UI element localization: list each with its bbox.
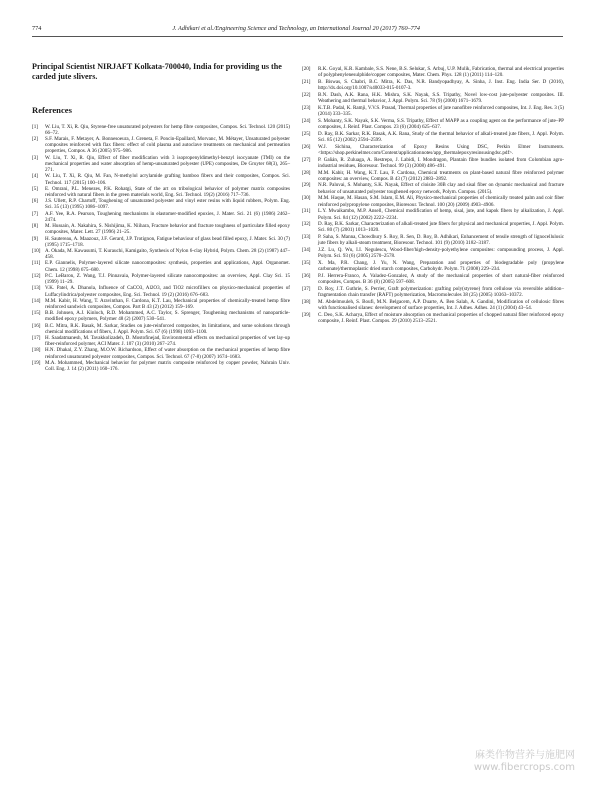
reference-number: [36] xyxy=(302,273,311,279)
reference-number: [9] xyxy=(32,235,38,242)
reference-item xyxy=(32,335,290,347)
reference-item xyxy=(302,131,564,143)
reference-text: C. Deo, S.K. Acharya, Effect of moisture absorption on mechanical properties of chopped natural fiber reinforced epoxy composite, J. Reinf. Plast. Compos. 29 (2010) 2513–2521. xyxy=(318,311,564,325)
reference-text: N.R. Paluvai, S. Mohanty, S.K. Nayak, Effect of cloisite 30B clay and sisal fiber on dynamic mechanical and fracture behavior of unsaturated polyester toughened epoxy network, Polym. Compos. (2015). xyxy=(318,182,564,195)
reference-item xyxy=(32,285,290,297)
reference-text: M. Abdelmouleh, S. Boufi, M.N. Belgacem, A.P. Duarte, A. Ben Salah, A. Gandini, Modification of cellulosic fibres with functionalised silanes: development of surface properties, Int. J. Adhes. Adhes. 24 (1) (2004) 43–54. xyxy=(318,298,564,312)
reference-item xyxy=(302,144,564,156)
reference-text: W. Liu, T. Xi, R. Qiu, M. Fan, N-methylol acrylamide grafting bamboo fibers and their composites, Compos. Sci. Technol. 117 (2015) 100–106. xyxy=(45,173,290,186)
reference-item xyxy=(302,170,564,182)
reference-item xyxy=(32,173,290,185)
running-header xyxy=(32,22,563,34)
reference-number: [8] xyxy=(32,223,38,230)
reference-number: [18] xyxy=(32,347,41,354)
reference-text: H. Sautereau, A. Maazouz, J.F. Gerard, J.P. Trotignon, Fatigue behaviour of glass bead filled epoxy, J. Mater. Sci. 30 (7) (1995) 1715–1718. xyxy=(45,235,290,248)
reference-number: [16] xyxy=(32,322,41,329)
reference-item xyxy=(302,208,564,220)
reference-number: [34] xyxy=(302,247,311,254)
reference-item xyxy=(302,247,564,259)
reference-item xyxy=(32,186,290,198)
reference-text: J.Z. Lu, Q. Wu, I.I. Negulescu, Wood-fiber/high-density-polyethylene composites: compounding process, J. Appl. Polym. Sci. 93 (6) (2005) 2570–2578. xyxy=(318,247,564,260)
reference-text: W. Liu, T. Xi, R. Qiu, Styrene-free unsaturated polyesters for hemp fibre composites, Compos. Sci. Technol. 120 (2015) 66–72. xyxy=(45,123,290,136)
reference-item xyxy=(302,286,564,298)
reference-number: [3] xyxy=(32,154,38,161)
reference-number: [17] xyxy=(32,335,41,342)
reference-text: X. Ma, P.R. Chang, J. Yu, N. Wang, Preparation and properties of biodegradable poly (propylene carbonate)/thermoplastic dried starch composites, Carbohydr. Polym. 71 (2008) 229–234. xyxy=(318,260,564,273)
reference-text: D. Ray, B.K. Sarkar, Characterization of alkali-treated jute fibers for physical and mechanical properties, J. Appl. Polym. Sci. 80 (7) (2001) 1013–1020. xyxy=(318,221,564,234)
reference-number: [11] xyxy=(32,260,41,267)
watermark-line-cn: 麻类作物营养与施肥网 xyxy=(475,750,575,761)
reference-text: S.F. Marais, F. Metayer, A. Bonnesoeura, J. Greneta, F. Poncin-Epaillard, Morvanc, M. Métayer, Unsaturated polyester composites reinforced with flax fibers: effect of cold plasma and autoclave treatments on mechanical and permeation properties, Compos. A 36 (2005) 975–986. xyxy=(45,136,290,155)
reference-number: [14] xyxy=(32,297,41,304)
reference-number: [2] xyxy=(32,136,38,143)
reference-item xyxy=(32,198,290,210)
reference-item xyxy=(32,310,290,322)
acknowledgment-text: Principal Scientist NIRJAFT Kolkata-700040, India for providing us the carded jute slivers. xyxy=(32,62,282,82)
reference-text: M. Hussain, A. Nakahira, S. Nishijima, K. Niihara, Fracture behavior and fracture toughness of particulate filled epoxy composites, Mater. Lett. 27 (1996) 21–25. xyxy=(45,223,290,236)
reference-item xyxy=(302,234,564,246)
reference-item xyxy=(32,155,290,174)
reference-number: [35] xyxy=(302,260,311,267)
reference-item xyxy=(32,260,290,272)
watermark-line-url: www.fibercrops.com xyxy=(473,762,575,773)
reference-number: [13] xyxy=(32,285,41,292)
reference-item xyxy=(32,323,290,335)
page-number: 774 xyxy=(32,24,42,32)
reference-text: E. Omrani, P.L. Menezes, P.K. Rohatgi, State of the art on tribological behavior of polymer matrix composites reinforced with natural fibers in the green materials world, Eng. Sci. Technol. 19(2) (2016) 717–736. xyxy=(45,185,290,198)
reference-item xyxy=(302,92,564,104)
reference-number: [7] xyxy=(32,210,38,217)
reference-text: A. Okada, M. Kawasumi, T. Kurauchi, Kamigaito, Synthesis of Nylon 6-clay Hybrid, Polym. Chem. 28 (2) (1987) 447–458. xyxy=(45,247,290,261)
reference-number: [37] xyxy=(302,285,311,292)
reference-item xyxy=(32,124,290,136)
reference-item xyxy=(302,118,564,130)
reference-text: H. Saadatmanesh, M. Tavakkolizadeh, D. Mostofinejad, Environmental effects on mechanical properties of wet lay-up fiber-reinforced polymer, ACI Mater. J. 107 (3) (2010) 267–274. xyxy=(45,335,290,348)
reference-number: [39] xyxy=(302,311,311,318)
reference-item xyxy=(302,157,564,169)
reference-text: A.F. Yee, R.A. Pearson, Toughening mechanisms in elastomer-modified epoxies, J. Mater. Sci. 21 (6) (1986) 2462–2474. xyxy=(45,210,290,223)
reference-text: S. Mohanty, S.K. Nayak, S.K. Verma, S.S. Tripathy, Effect of MAPP as a coupling agent on the performance of jute–PP composites, J. Reinf. Plast. Compos. 23 (6) (2004) 625–637. xyxy=(318,117,564,130)
reference-number: [21] xyxy=(302,78,311,85)
reference-text: M.A. Mohammed, Mechanical behavior for polymer matrix composite reinforced by copper powder, Nahrain Univ. Coll. Eng. J. 14 (2) (2011) 160–176. xyxy=(45,359,290,373)
reference-text: B.B. Johnsen, A.J. Kinloch, R.D. Mohammed, A.C. Taylor, S. Sprenger, Toughening mechanisms of nanoparticle-modified epoxy polymers, Polymer 48 (2) (2007) 530–541. xyxy=(45,310,290,323)
reference-item xyxy=(302,273,564,285)
reference-item xyxy=(32,273,290,285)
reference-text: P.J. Herrera-Franco, A. Valadez-Gonzalez, A study of the mechanical properties of short natural-fiber reinforced composites, Compos. B 36 (8) (2005) 597–608. xyxy=(318,273,564,286)
reference-number: [26] xyxy=(302,143,311,150)
reference-text: V.K. Patel, A. Dhanola, Influence of CaCO3, Al2O3, and TiO2 microfillers on physico-mechanical properties of Luffacylindrica/polyester composites, Eng. Sci. Technol. 19 (2) (2016) 676–683. xyxy=(45,285,290,298)
reference-number: [1] xyxy=(32,123,38,130)
reference-text: P.C. LeBaron, Z. Wang, T.J. Pinnavaia, Polymer-layered silicate nanocomposites: an overview, Appl. Clay Sci. 15 (1999) 11–29. xyxy=(45,272,290,286)
reference-item xyxy=(302,195,564,207)
reference-item xyxy=(32,223,290,235)
reference-number: [23] xyxy=(302,104,311,111)
reference-text: W.J. Sichina, Characterization of Epoxy Resins Using DSC, Perkin Elmer Instruments. <https://shop.perkinelmer.com/Content/applicationnotes/app_thermalepoxyresinsusingdsc.pdf>. xyxy=(318,143,564,156)
reference-item xyxy=(302,299,564,311)
reference-number: [38] xyxy=(302,298,311,305)
reference-text: M.M. Kabir, H. Wang, K.T. Lau, F. Cardona, Chemical treatments on plant-based natural fibre reinforced polymer composites: an overview, Compos. B 43 (7) (2012) 2883–2892. xyxy=(318,169,564,182)
reference-number: [25] xyxy=(302,130,311,137)
reference-text: B.C. Mitra, R.K. Basak, M. Sarkar, Studies on jute-reinforced composites, its limitations, and some solutions through chemical modifications of fibers, J. Appl. Polym. Sci. 67 (6) (1998) 1093–1100. xyxy=(45,322,290,335)
reference-item xyxy=(302,182,564,194)
reference-text: P. Saha, S. Manna, Chowdhury S. Roy, R. Sen, D. Roy, B. Adhikari, Enhancement of tensile strength of lignocellulosic jute fibers by alkali-steam treatment, Bioresour. Technol. 101 (9) (2010) 3182–3187. xyxy=(318,234,564,247)
reference-number: [28] xyxy=(302,169,311,176)
reference-number: [10] xyxy=(32,247,41,254)
reference-number: [4] xyxy=(32,173,38,180)
reference-text: W. Liu, T. Xi, R. Qiu, Effect of fiber modification with 3 isopropenyldimethyl-benzyl isocyanate (TMI) on the mechanical properties and water absorption of hemp-unsaturated polyester (UPE) composites, De Gruyter 68(3), 265–271. xyxy=(45,154,290,174)
reference-item xyxy=(32,236,290,248)
reference-number: [33] xyxy=(302,234,311,241)
reference-number: [31] xyxy=(302,208,311,215)
reference-text: M.M. Kabir, H. Wang, T. Aravinthan, F. Cardona, K.T. Lau, Mechanical properties of chemically-treated hemp fibre reinforced sandwich composites, Compos. Part B 43 (2) (2012) 159–169. xyxy=(45,297,290,310)
reference-text: D. Ray, B.K. Sarkar, R.K. Basak, A.K. Rana, Study of the thermal behavior of alkali-treated jute fibers, J. Appl. Polym. Sci. 85 (12) (2002) 2594–2599. xyxy=(318,130,564,143)
reference-text: P. Gañán, R. Zuluaga, A. Restrepo, J. Labidi, I. Mondragon, Plantain fibre bundles isolated from Colombian agro-industrial residues, Bioresour. Technol. 99 (3) (2008) 486–491. xyxy=(318,156,564,169)
reference-item xyxy=(32,298,290,310)
reference-item xyxy=(32,360,290,372)
reference-item xyxy=(32,136,290,155)
right-column xyxy=(302,66,564,325)
reference-item xyxy=(302,221,564,233)
reference-number: [32] xyxy=(302,221,311,228)
reference-number: [5] xyxy=(32,185,38,192)
reference-text: R.K. Goyal, K.R. Kambale, S.S. Nene, B.S. Selukar, S. Arbuj, U.P. Mulik, Fabrication, thermal and electrical properties of polyphenylenesulphide/copper composites, Mater. Chem. Phys. 128 (1) (2011) 114–120. xyxy=(318,66,564,79)
reference-text: M.M. Haque, M. Hasan, S.M. Islam, E.M. Ali, Physico-mechanical properties of chemically treated palm and coir fiber reinforced polypropylene composites, Bioresour. Technol. 100 (20) (2009) 4903–4906. xyxy=(318,195,564,208)
reference-item xyxy=(302,79,564,91)
reference-number: [15] xyxy=(32,310,41,317)
reference-number: [20] xyxy=(302,66,311,72)
reference-item xyxy=(32,211,290,223)
reference-list-right xyxy=(302,66,564,324)
reference-number: [30] xyxy=(302,195,311,202)
reference-number: [27] xyxy=(302,156,311,163)
watermark xyxy=(474,750,575,774)
reference-item xyxy=(302,105,564,117)
reference-text: L.Y. Mwaikambo, M.P. Ansell, Chemical modification of hemp, sisal, jute, and kapok fibers by alkalization, J. Appl. Polym. Sci. 84 (12) (2002) 2222–2234. xyxy=(318,208,564,221)
reference-number: [6] xyxy=(32,198,38,205)
header-rule xyxy=(32,36,563,37)
references-heading: References xyxy=(32,104,72,115)
reference-text: B.N. Dash, A.K. Rana, H.K. Mishra, S.K. Nayak, S.S. Tripathy, Novel low-cost jute-polyester composites. III. Weathering and thermal behavior, J. Appl. Polym. Sci. 78 (9) (2000) 1671–1679. xyxy=(318,91,564,105)
reference-item xyxy=(32,248,290,260)
reference-text: E.P. Giannelis, Polymer-layered silicate nanocomposites: synthesis, properties and applications, Appl. Organomet. Chem. 12 (1998) 675–680. xyxy=(45,260,290,273)
reference-number: [19] xyxy=(32,359,41,366)
reference-number: [24] xyxy=(302,117,311,124)
reference-number: [29] xyxy=(302,182,311,189)
left-column xyxy=(32,62,290,372)
reference-text: H.N. Dhakal, Z.Y. Zhang, M.O.W. Richardson, Effect of water absorption on the mechanical properties of hemp fibre reinforced unsaturated polyester composites, Compos. Sci. Technol. 67 (7-8) (2007) 1674–1683. xyxy=(45,347,290,360)
reference-item xyxy=(302,260,564,272)
reference-text: K.T.B. Padal, K. Ramji, V.V.S. Prasad, Thermal properties of jute nanofibre reinforced composites, Int. J. Eng. Res. 3 (5) (2014) 333–335. xyxy=(318,104,564,118)
journal-citation: J. Adhikari et al./Engineering Science and Technology, an International Journal 20 (2017) 760–774 xyxy=(172,24,420,32)
reference-text: D. Roy, J.T. Guthrie, S. Perrier, Graft polymerization: grafting poly(styrene) from cellulose via reversible addition–fragmentation chain transfer (RAFT) polymerization, Macromolecules 38 (25) (2005) 10363–10372. xyxy=(318,285,564,299)
reference-text: J.S. Ullett, R.P. Chartoff, Toughening of unsaturated polyester and vinyl ester resins with liquid rubbers, Polym. Eng. Sci. 35 (13) (1995) 1086–1097. xyxy=(45,198,290,211)
reference-item xyxy=(302,312,564,324)
reference-list-left xyxy=(32,124,290,373)
reference-number: [12] xyxy=(32,272,41,279)
reference-item xyxy=(32,347,290,359)
reference-text: B. Biswas, S. Chabri, B.C. Mitra, K. Das, N.R. Bandyopadhyay, A. Sinha, J. Inst. Eng. India Ser. D (2016), http://dx.doi.org/10.1007/s40033-015-0107-3. xyxy=(318,78,564,92)
reference-number: [22] xyxy=(302,91,311,98)
reference-item xyxy=(302,66,564,78)
